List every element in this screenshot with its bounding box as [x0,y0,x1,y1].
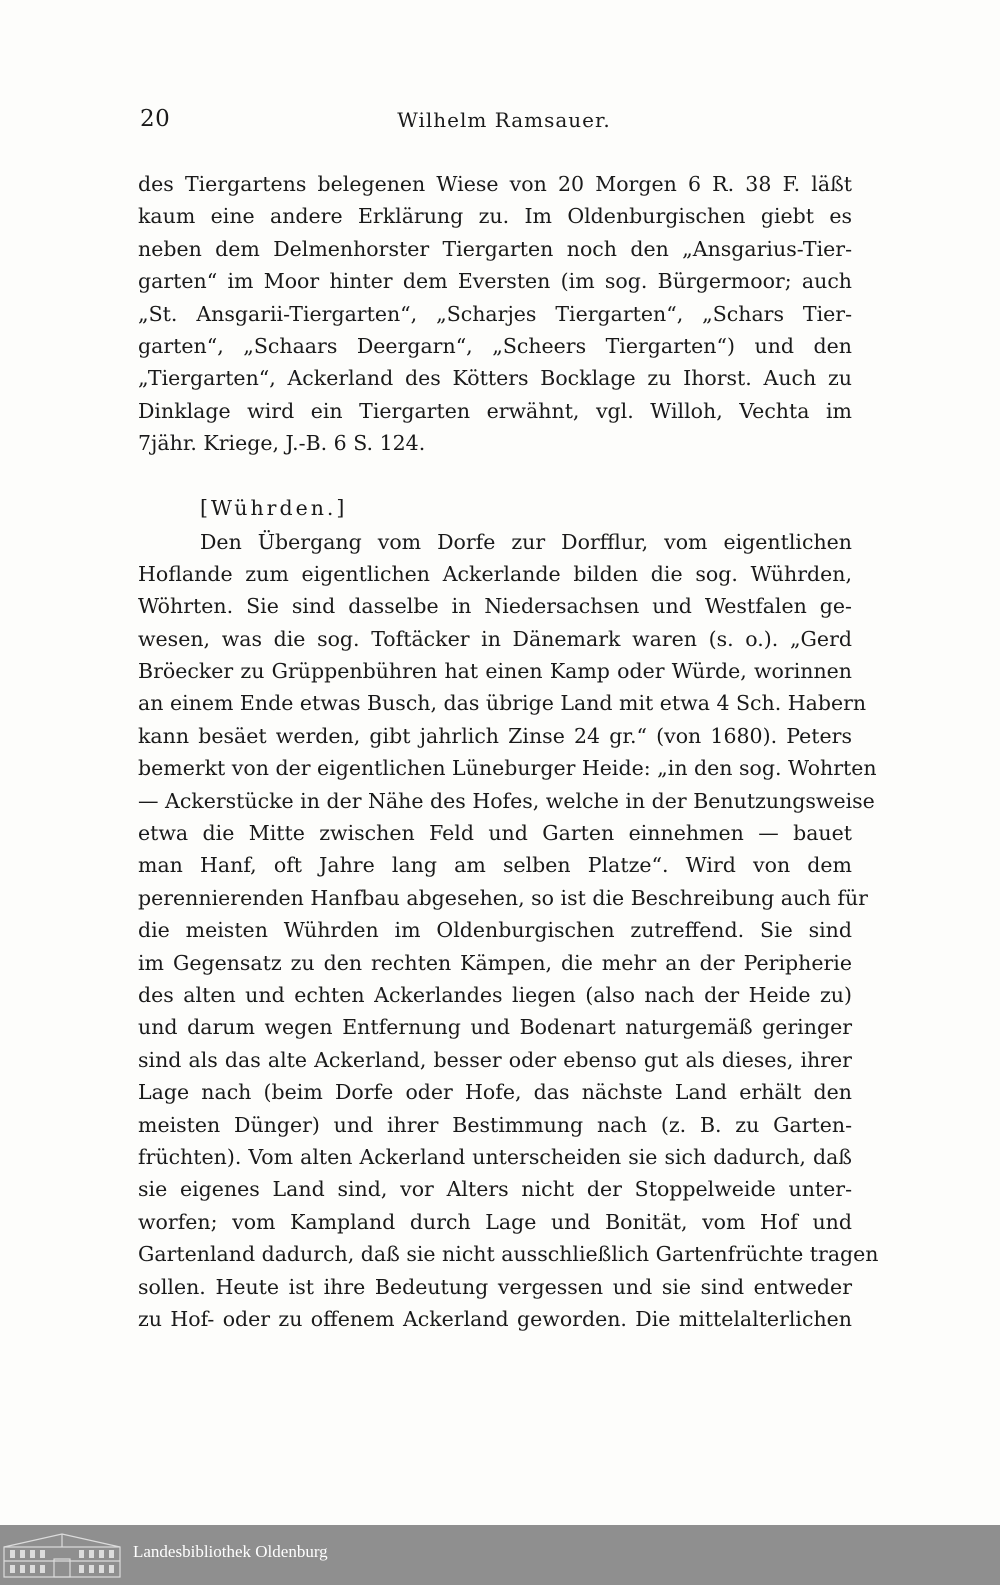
text-line: „St. Ansgarii-Tiergarten“, „Scharjes Tiergarten“, „Schars Tier- [138,301,852,326]
text-line: Wöhrten. Sie sind dasselbe in Niedersachsen und Westfalen ge- [138,594,852,619]
body-text [138,168,879,1335]
text-line: Dinklage wird ein Tiergarten erwähnt, vgl. Willoh, Vechta im [138,398,852,423]
paragraph-continuation [138,168,852,460]
library-footer [0,1525,1000,1585]
text-line: und darum wegen Entfernung und Bodenart naturgemäß geringer [138,1015,852,1040]
text-line: sie eigenes Land sind, vor Alters nicht der Stoppelweide unter- [138,1177,852,1202]
paragraph-wuehrden [138,526,879,1336]
text-line: meisten Dünger) und ihrer Bestimmung nach (z. B. zu Garten- [138,1112,852,1137]
text-line: garten“, „Schaars Deergarn“, „Scheers Tiergarten“) und den [138,333,852,358]
text-line: 7jähr. Kriege, J.-B. 6 S. 124. [138,431,426,456]
text-line: des alten und echten Ackerlandes liegen (also nach der Heide zu) [138,982,852,1007]
text-line: kaum eine andere Erklärung zu. Im Oldenburgischen giebt es [138,204,852,229]
text-line: wesen, was die sog. Toftäcker in Dänemark waren (s. o.). „Gerd [138,626,852,651]
text-line: zu Hof- oder zu offenem Ackerland geworden. Die mittelalterlichen [138,1306,852,1331]
text-line: kann besäet werden, gibt jahrlich Zinse 24 gr.“ (von 1680). Peters [138,723,852,748]
running-head [138,104,850,138]
library-name: Landesbibliothek Oldenburg [133,1542,328,1561]
text-line: „Tiergarten“, Ackerland des Kötters Bocklage zu Ihorst. Auch zu [138,366,852,391]
text-line: Bröecker zu Grüppenbühren hat einen Kamp oder Würde, worinnen [138,659,852,684]
text-line: an einem Ende etwas Busch, das übrige Land mit etwa 4 Sch. Habern [138,691,867,716]
text-line: früchten). Vom alten Ackerland unterscheiden sie sich dadurch, daß [138,1144,852,1169]
text-line: Den Übergang vom Dorfe zur Dorfflur, vom eigentlichen [200,529,852,554]
text-line: perennierenden Hanfbau abgesehen, so ist die Beschreibung auch für [138,885,868,910]
text-line: die meisten Wührden im Oldenburgischen zutreffend. Sie sind [138,918,852,943]
library-building-icon [0,1531,124,1579]
text-line: Hoflande zum eigentlichen Ackerlande bilden die sog. Wührden, [138,561,852,586]
text-line: garten“ im Moor hinter dem Eversten (im sog. Bürgermoor; auch [138,269,852,294]
paragraph-gap [138,460,852,490]
text-line: Gartenland dadurch, daß sie nicht ausschließlich Gartenfrüchte tragen [138,1242,879,1267]
text-line: etwa die Mitte zwischen Feld und Garten einnehmen — bauet [138,821,852,846]
text-line: Lage nach (beim Dorfe oder Hofe, das nächste Land erhält den [138,1080,852,1105]
text-line: im Gegensatz zu den rechten Kämpen, die mehr an der Peripherie [138,950,852,975]
page-number: 20 [140,106,171,132]
running-title: Wilhelm Ramsauer. [397,108,611,132]
text-line: neben dem Delmenhorster Tiergarten noch den „Ansgarius-Tier- [138,236,852,261]
text-line: man Hanf, oft Jahre lang am selben Platze“. Wird von dem [138,853,852,878]
text-line: sollen. Heute ist ihre Bedeutung vergessen und sie sind entweder [138,1274,852,1299]
text-line: worfen; vom Kampland durch Lage und Bonität, vom Hof und [138,1209,852,1234]
text-line: des Tiergartens belegenen Wiese von 20 Morgen 6 R. 38 F. läßt [138,172,852,196]
text-line: bemerkt von der eigentlichen Lüneburger Heide: „in den sog. Wohrten [138,756,877,781]
section-heading: [Wührden.] [200,495,348,520]
text-line: sind als das alte Ackerland, besser oder ebenso gut als dieses, ihrer [138,1047,852,1072]
text-line: — Ackerstücke in der Nähe des Hofes, welche in der Benutzungsweise [138,788,875,813]
